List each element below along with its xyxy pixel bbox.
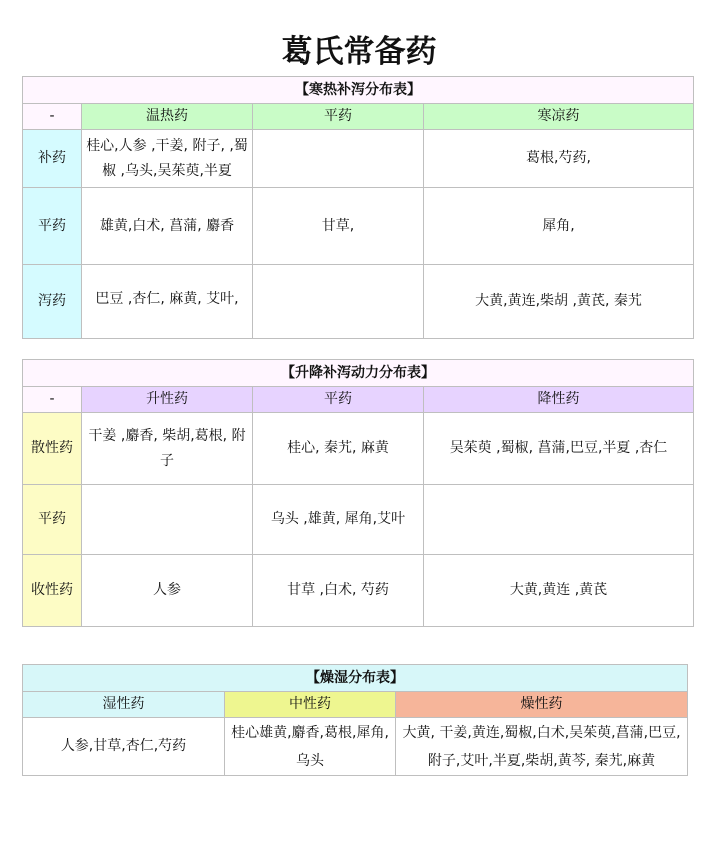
table-cell: 乌头 ,雄黄, 犀角,艾叶 bbox=[253, 485, 424, 555]
row-header-purge: 泻药 bbox=[23, 265, 82, 339]
table-cell: 桂心,人参 ,干姜, 附子, ,蜀椒 ,乌头,吴茱萸,半夏 bbox=[82, 130, 253, 188]
row-header-dispersing: 散性药 bbox=[23, 413, 82, 485]
col-header-neutral: 平药 bbox=[253, 104, 424, 130]
col-header-rising: 升性药 bbox=[82, 387, 253, 413]
table-cell: 吴茱萸 ,蜀椒, 菖蒲,巴豆,半夏 ,杏仁 bbox=[424, 413, 694, 485]
table-cell: 人参,甘草,杏仁,芍药 bbox=[23, 718, 225, 776]
corner-cell: - bbox=[23, 387, 82, 413]
row-header-tonify: 补药 bbox=[23, 130, 82, 188]
table-cell: 雄黄,白术, 菖蒲, 麝香 bbox=[82, 188, 253, 265]
table-cell: 甘草 ,白术, 芍药 bbox=[253, 555, 424, 627]
rise-fall-table bbox=[22, 359, 694, 627]
table-cell: 桂心雄黄,麝香,葛根,犀角,乌头 bbox=[225, 718, 396, 776]
cold-heat-table bbox=[22, 76, 694, 339]
col-header-neutral: 中性药 bbox=[225, 692, 396, 718]
table-caption: 【升降补泻动力分布表】 bbox=[23, 360, 694, 387]
table-cell: 大黄, 干姜,黄连,蜀椒,白术,吴茱萸,菖蒲,巴豆,附子,艾叶,半夏,柴胡,黄芩, 秦艽,麻黄 bbox=[396, 718, 688, 776]
table-cell bbox=[253, 265, 424, 339]
table-cell bbox=[253, 130, 424, 188]
row-header-astringent: 收性药 bbox=[23, 555, 82, 627]
table-cell: 犀角, bbox=[424, 188, 694, 265]
table-caption: 【燥湿分布表】 bbox=[23, 665, 688, 692]
corner-cell: - bbox=[23, 104, 82, 130]
table-cell bbox=[82, 485, 253, 555]
table-cell: 大黄,黄连 ,黄芪 bbox=[424, 555, 694, 627]
table-cell: 葛根,芍药, bbox=[424, 130, 694, 188]
table-caption: 【寒热补泻分布表】 bbox=[23, 77, 694, 104]
col-header-neutral: 平药 bbox=[253, 387, 424, 413]
table-cell: 大黄,黄连,柴胡 ,黄芪, 秦艽 bbox=[424, 265, 694, 339]
col-header-dry: 燥性药 bbox=[396, 692, 688, 718]
col-header-warm: 温热药 bbox=[82, 104, 253, 130]
row-header-neutral: 平药 bbox=[23, 188, 82, 265]
table-cell: 桂心, 秦艽, 麻黄 bbox=[253, 413, 424, 485]
row-header-neutral: 平药 bbox=[23, 485, 82, 555]
col-header-cold: 寒凉药 bbox=[424, 104, 694, 130]
table-cell: 干姜 ,麝香, 柴胡,葛根, 附子 bbox=[82, 413, 253, 485]
col-header-falling: 降性药 bbox=[424, 387, 694, 413]
table-cell: 甘草, bbox=[253, 188, 424, 265]
col-header-damp: 湿性药 bbox=[23, 692, 225, 718]
page-title: 葛氏常备药 bbox=[281, 34, 437, 70]
dry-damp-table bbox=[22, 664, 688, 776]
table-cell bbox=[424, 485, 694, 555]
table-cell: 巴豆 ,杏仁, 麻黄, 艾叶, bbox=[82, 265, 253, 339]
table-cell: 人参 bbox=[82, 555, 253, 627]
